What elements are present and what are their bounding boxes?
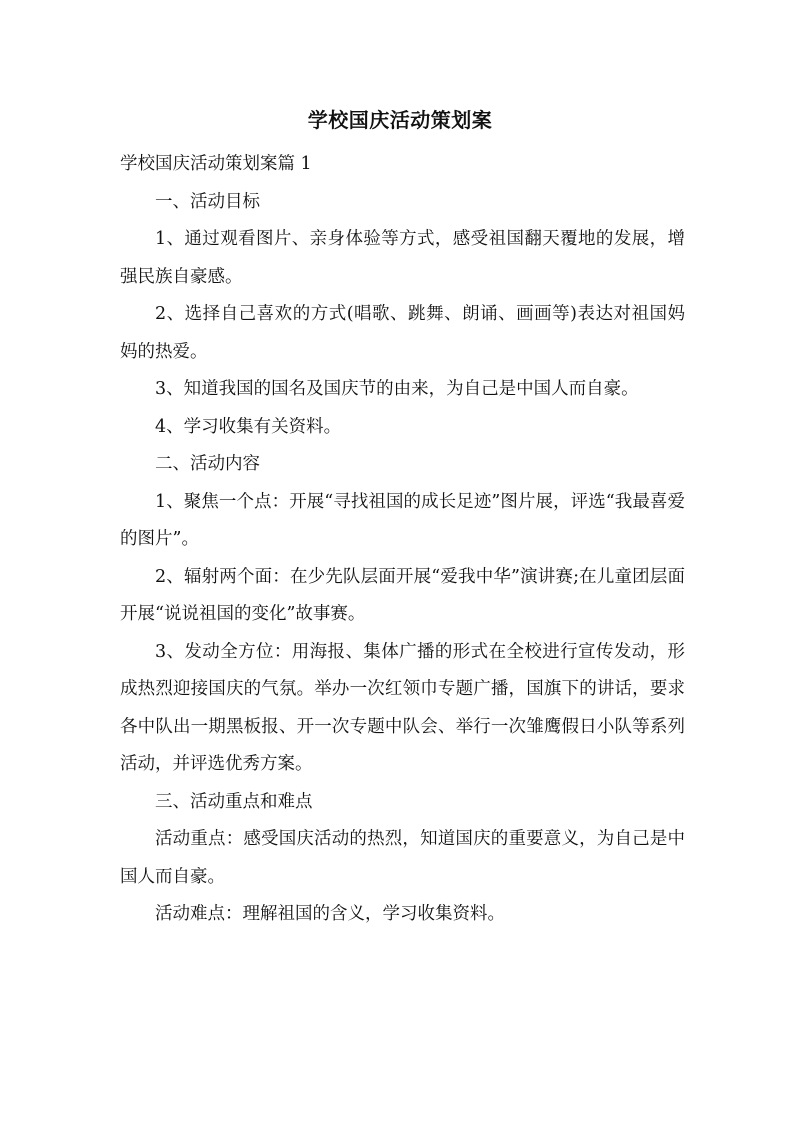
document-title: 学校国庆活动策划案 xyxy=(307,108,493,132)
document-subtitle: 学校国庆活动策划案篇 1 xyxy=(120,154,312,174)
goal-item: 2、选择自己喜欢的方式(唱歌、跳舞、朗诵、画画等)表达对祖国妈妈的热爱。 xyxy=(120,304,685,362)
section-heading-goals: 一、活动目标 xyxy=(155,191,260,212)
goal-item: 3、知道我国的国名及国庆节的由来，为自己是中国人而自豪。 xyxy=(155,379,639,399)
focus-item: 活动重点：感受国庆活动的热烈，知道国庆的重要意义，为自己是中国人而自豪。 xyxy=(120,829,685,887)
section-heading-content: 二、活动内容 xyxy=(155,454,260,474)
section-heading-focus: 三、活动重点和难点 xyxy=(155,791,313,812)
content-item: 2、辐射两个面：在少先队层面开展“爱我中华”演讲赛;在儿童团层面开展“说说祖国的变化”故事赛。 xyxy=(120,566,685,624)
content-item: 1、聚焦一个点：开展“寻找祖国的成长足迹”图片展，评选“我最喜爱的图片”。 xyxy=(120,491,685,549)
goal-item: 1、通过观看图片、亲身体验等方式，感受祖国翻天覆地的发展，增强民族自豪感。 xyxy=(120,229,685,287)
focus-item: 活动难点：理解祖国的含义，学习收集资料。 xyxy=(155,904,505,924)
goal-item: 4、学习收集有关资料。 xyxy=(155,416,342,437)
document-body xyxy=(120,146,685,934)
content-item: 3、发动全方位：用海报、集体广播的形式在全校进行宣传发动，形成热烈迎接国庆的气氛。举办一次红领巾专题广播，国旗下的讲话，要求各中队出一期黑板报、开一次专题中队会、举行一次雏鹰假日小队等系列活动，并评选优秀方案。 xyxy=(120,641,685,774)
